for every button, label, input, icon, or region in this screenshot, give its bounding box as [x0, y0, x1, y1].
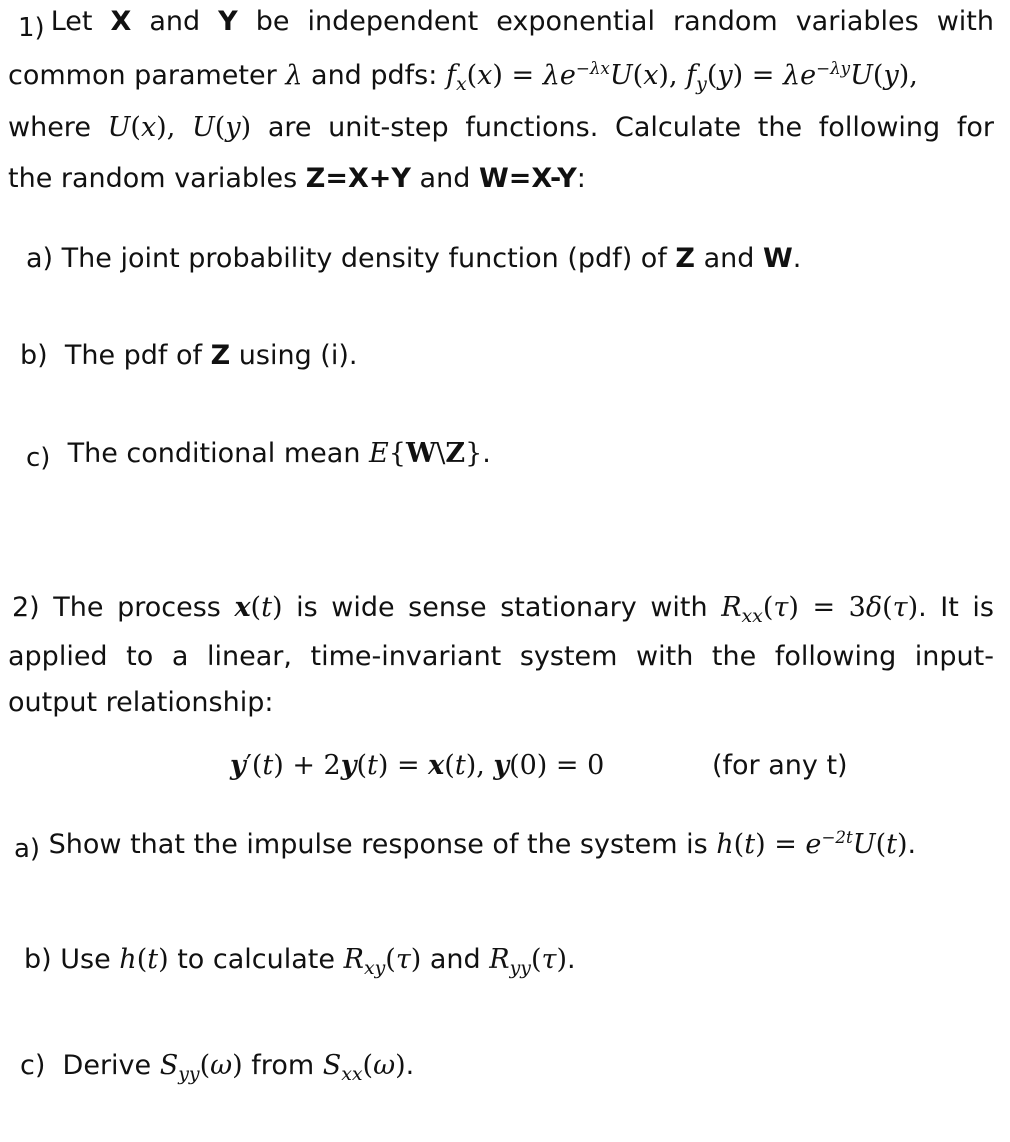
p2-part-b: b) Use h(t) to calculate $R_{xy}(\tau)$ and $R_{yy}(\tau)$. — [24, 944, 576, 979]
p1-part-b: b) The pdf of Z using (i). — [20, 340, 358, 371]
p2-part-a: a) Show that the impulse response of the system is $h(t) = e^{-2t}U(t)$. — [14, 826, 917, 864]
p1-part-c: c) The conditional mean E{W\Z}. — [26, 438, 491, 473]
p2-line-1: 2) The process x(t) is wide sense stationary with $R_{xx}(\tau) = 3\delta(\tau)$. It is — [12, 592, 994, 627]
p2-a-label: a) — [14, 834, 41, 864]
p1-part-a: a) The joint probability density function (pdf) of Z and W. — [26, 243, 802, 274]
p1-line-4: the random variables Z=X+Y and W=X-Y: — [8, 163, 586, 194]
p2-b-label: b) — [24, 944, 52, 975]
p2-c-label: c) — [20, 1050, 46, 1081]
p1-c-label: c) — [26, 443, 51, 473]
p1-line-1: 1) Let X and Y be independent exponential random variables with — [18, 6, 994, 43]
p1-number: 1) — [18, 13, 45, 43]
p2-equation-note: (for any t) — [712, 750, 848, 781]
p1-line-2: common parameter λ and pdfs: $f_x(x) = \lambda e^{-\lambda x}U(x)$, $f_y(y) = \lambda e^{-\lambda y}U(y)$, — [8, 57, 918, 95]
p1-b-label: b) — [20, 340, 48, 371]
p1-line-3: where U(x), U(y) are unit-step functions. Calculate the following for — [8, 112, 995, 143]
p2-number: 2) — [12, 592, 40, 623]
p1-a-label: a) — [26, 243, 54, 274]
p2-line-2: applied to a linear, time-invariant system with the following input- — [8, 641, 994, 672]
p2-equation: y′(t) + 2y(t) = x(t), y(0) = 0 — [230, 750, 605, 781]
p2-part-c: c) Derive $S_{yy}(\omega)$ from $S_{xx}(\omega)$. — [20, 1050, 415, 1085]
p2-line-3: output relationship: — [8, 687, 274, 718]
